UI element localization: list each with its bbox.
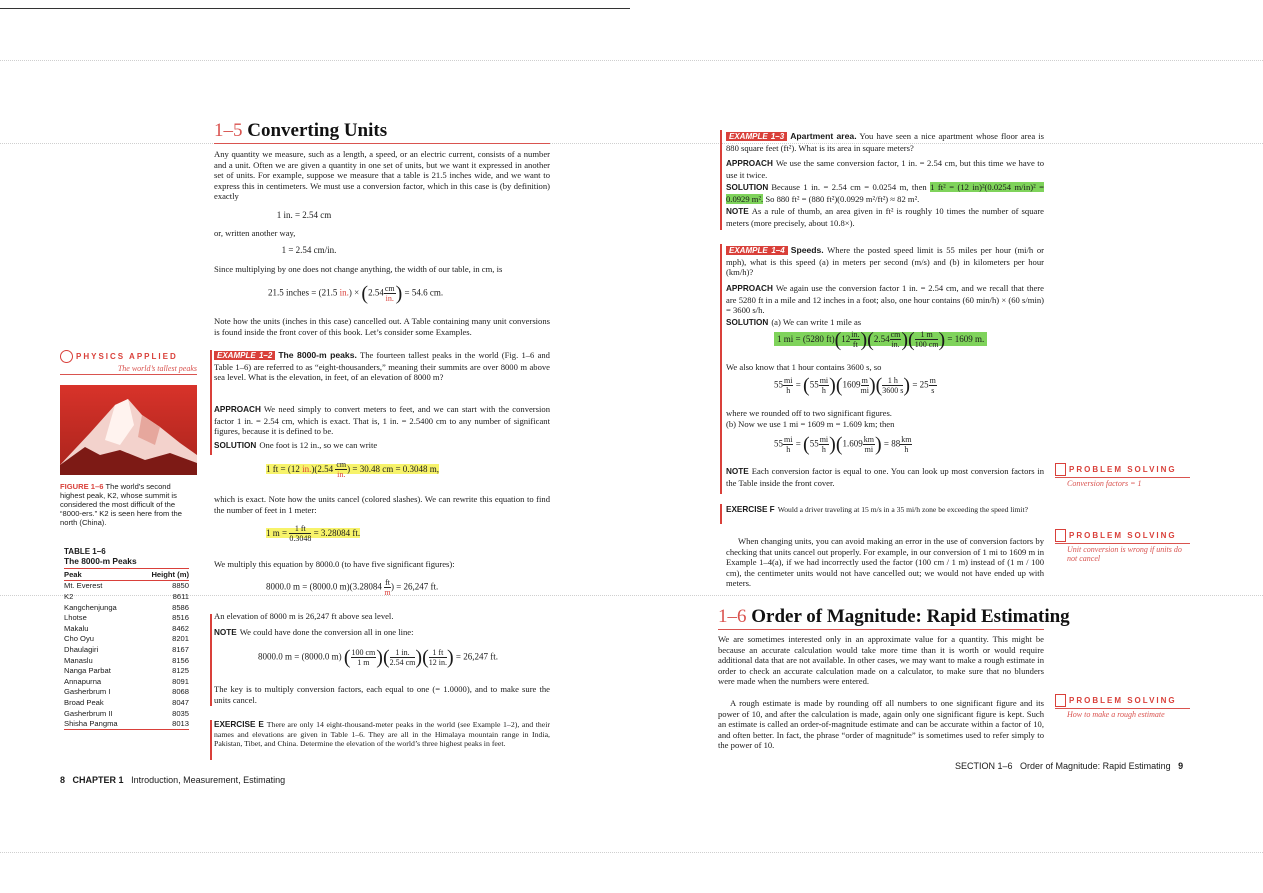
eqd-lhs: 8000.0 m = (8000.0 m) [258, 651, 342, 662]
estimate-paragraph-2: A rough estimate is made by rounding off all numbers to one significant figure and its power of 10, and after the calculation is made, again only one significant figure is kept. Such an estimate is called an order-of-magnitude estimate and can be accurate within a factor of 10, and often better. In fact, the phrase “order of magnitude” is sometimes used to refer simply to the power of 10. [718, 698, 1044, 751]
eqm-f2c: 2.54 [873, 333, 890, 344]
eqd-f3n: 1 ft [429, 648, 447, 658]
table-row [64, 665, 189, 676]
problem-solving-box-3 [1055, 694, 1190, 719]
eqb-lhs: 1 m = [266, 527, 288, 538]
eqs-f2c: 1609 [842, 379, 861, 390]
eqb-num: 1 ft [289, 524, 311, 534]
table-row [64, 697, 189, 708]
example-1-4 [726, 245, 1044, 278]
approach-text: We need simply to convert meters to feet, and we can start with the conversion factor 1 in. = 2.54 cm, which is exact. That is, 1 in. = 2.5400 cm to any number of significant figures, because it is defined to be. [214, 404, 550, 437]
eqm-lhs: 1 mi = (5280 ft) [777, 333, 835, 344]
eqs-f3n: 1 h [882, 376, 903, 386]
peak-name: Manaslu [64, 655, 93, 665]
peak-name: Annapurna [64, 676, 102, 686]
peak-height: 8516 [172, 613, 189, 623]
approach-label: APPROACH [726, 159, 773, 168]
table-row [64, 612, 189, 623]
table-label: TABLE 1–6 [64, 547, 106, 556]
peak-height: 8201 [172, 634, 189, 644]
problem-solving-box-2 [1055, 529, 1190, 563]
note-units-paragraph: Note how the units (inches in this case) cancelled out. A Table containing many unit conversions is found inside the front cover of this book. Let’s consider some Examples. [214, 316, 550, 337]
problem-solving-box-1 [1055, 463, 1190, 488]
eqm-f2d: in. [891, 340, 900, 349]
footer-chapter: CHAPTER 1 [72, 775, 124, 785]
equation-mps: 55 $\frac{mi}{h}$ = (55 $\frac{mi}{h}$ )(1609 $\frac{m}{mi}$ )( $\frac{1 h}{3600 s}$ ) = 25 $\frac{m}{s}$ [774, 374, 936, 397]
eqs-f2n: m [861, 376, 868, 385]
table-row [64, 591, 189, 602]
table-header-height: Height (m) [151, 569, 189, 579]
table-row [64, 718, 189, 729]
eqk-lhs-c: 55 [774, 438, 783, 449]
eqc-den: m [384, 588, 391, 597]
eqk-lhs-d: h [786, 445, 791, 454]
eqk-rhs-c: = 88 [883, 438, 901, 449]
peak-height: 8047 [172, 697, 189, 707]
exercise-text: Would a driver traveling at 15 m/s in a 35 mi/h zone be exceeding the speed limit? [777, 505, 1029, 514]
footer-title: Introduction, Measurement, Estimating [131, 775, 286, 785]
eqa-num: cm [336, 460, 347, 469]
note-label: NOTE [726, 467, 749, 476]
example-1-4-solution [726, 317, 1044, 329]
key-line: The key is to multiply conversion factors, each equal to one (= 1.0000), and to make sure the units cancel. [214, 684, 550, 705]
eqd-f3d: 12 in. [428, 658, 447, 667]
eqm-f1n: in. [851, 330, 860, 339]
table-row [64, 623, 189, 634]
eqs-f1d: h [821, 386, 826, 395]
problem-solving-icon [1055, 529, 1066, 542]
section-heading-1-6 [718, 606, 1070, 628]
eqa-in: in. [302, 463, 312, 474]
example-1-3-note [726, 206, 1044, 228]
peak-name: Lhotse [64, 613, 87, 623]
eqd-f1n: 100 cm [351, 648, 376, 657]
note-text: As a rule of thumb, an area given in ft² is roughly 10 times the number of square meters (more precisely, about 10.8×). [726, 206, 1044, 228]
table-title: The 8000-m Peaks [64, 556, 137, 566]
eqm-f1d: ft [852, 340, 858, 349]
eqk-lhs-n: mi [784, 435, 793, 444]
equation-one-line: 8000.0 m = (8000.0 m) ( $\frac{100 cm}{1 m}$ )( $\frac{1 in.}{2.54 cm}$ )( $\frac{1 ft}{12 in.}$ ) = 26,247 ft. [258, 646, 498, 669]
eqs-f2d: mi [860, 386, 869, 395]
eqs-lhs-n: mi [784, 376, 793, 385]
page-number: 8 [60, 775, 66, 785]
eqc-rhs: ) = 26,247 ft. [390, 581, 439, 592]
note-text: Each conversion factor is equal to one. You can look up most conversion factors in the Table inside the front cover. [726, 466, 1044, 488]
footer-title: Order of Magnitude: Rapid Estimating [1020, 761, 1171, 771]
peak-height: 8125 [172, 666, 189, 676]
peak-name: K2 [64, 591, 74, 601]
approach-text: We use the same conversion factor, 1 in. = 2.54 cm, but this time we have to use it twice. [726, 158, 1044, 180]
eqs-lhs-c: 55 [774, 379, 783, 390]
eq3-num: cm [384, 284, 395, 293]
eqb-rhs: = 3.28084 ft. [313, 527, 361, 538]
section-title: Converting Units [247, 120, 388, 141]
example-title: Apartment area. [790, 131, 857, 141]
multiply-line: We multiply this equation by 8000.0 (to have five significant figures): [214, 559, 455, 569]
example-1-2-solution [214, 440, 550, 452]
solution-highlight: 1 ft² = (12 in)²(0.0254 m/in)² = 0.0929 m². [726, 182, 1044, 204]
equation-kmh: 55 $\frac{mi}{h}$ = (55 $\frac{mi}{h}$ )(1.609 $\frac{km}{mi}$ ) = 88 $\frac{km}{h}$ [774, 433, 912, 456]
eqk-f2n: km [863, 435, 874, 444]
problem-solving-icon [1055, 694, 1066, 707]
since-line: Since multiplying by one does not change anything, the width of our table, in cm, is [214, 264, 503, 274]
note-label: NOTE [726, 207, 749, 216]
peak-name: Broad Peak [64, 697, 104, 707]
eq3-times: ) × [348, 287, 362, 298]
changing-units-paragraph: When changing units, you can avoid making an error in the use of conversion factors by checking that units cancel out properly. For example, in our conversion of 1 mi to 1609 m in Example 1–4(a), if we had incorrectly used the factor (100 cm / 1 m) instead of (1 m / 100 cm), the centimeter units would not have cancelled out; we would not have ended up with meters. [726, 536, 1044, 589]
table-row [64, 687, 189, 698]
physics-applied-icon [60, 350, 73, 363]
eqk-rhs-n: km [901, 435, 912, 444]
section-title: Order of Magnitude: Rapid Estimating [751, 606, 1070, 627]
physics-applied-title: PHYSICS APPLIED [76, 352, 178, 361]
exercise-label: EXERCISE F [726, 505, 775, 514]
solution-text-a: Because 1 in. = 2.54 cm = 0.0254 m, then [771, 182, 927, 192]
eqa-den: in. [337, 470, 346, 479]
example-tag: EXAMPLE 1–4 [726, 246, 788, 255]
equation-2: 1 = 2.54 cm/in. [281, 245, 337, 255]
hour-line: We also know that 1 hour contains 3600 s, so [726, 362, 882, 372]
eqa-mid: )(2.54 [311, 463, 336, 474]
problem-solving-icon [1055, 463, 1066, 476]
figure-caption-text: The world’s second highest peak, K2, whose summit is considered the most difficult of the “8000-ers.” K2 is seen here from the north (China). [60, 482, 182, 527]
or-line: or, written another way, [214, 228, 296, 238]
approach-label: APPROACH [726, 284, 773, 293]
example-1-4-approach [726, 283, 1044, 316]
example-1-2 [214, 350, 550, 383]
left-footer [60, 775, 285, 785]
example-1-3-approach [726, 158, 1044, 180]
example-tag: EXAMPLE 1–2 [214, 351, 275, 360]
example-1-4-note [726, 466, 1044, 488]
eq3-coef: 2.54 [368, 287, 384, 298]
table-row [64, 676, 189, 687]
physics-applied-subtitle: The world’s tallest peaks [117, 364, 197, 373]
eqk-f1c: 55 [809, 438, 819, 449]
example-1-3 [726, 131, 1044, 153]
intro-paragraph: Any quantity we measure, such as a length, a speed, or an electric current, consists of a number and a unit. Often we are given a quantity in one set of units, but we want it expressed in another set of units. For example, suppose we measure that a table is 21.5 inches wide, and we want to express this in centimeters. We must use a conversion factor, which in this case is (by definition) exactly [214, 149, 550, 202]
problem-solving-title: PROBLEM SOLVING [1069, 465, 1177, 474]
eq3-in: in. [339, 287, 349, 298]
eqc-lhs: 8000.0 m = (8000.0 m)(3.28084 [266, 581, 385, 592]
eqm-f2n: cm [890, 330, 901, 339]
approach-label: APPROACH [214, 405, 261, 414]
solution-label: SOLUTION [726, 183, 769, 192]
peak-name: Cho Oyu [64, 634, 94, 644]
section-heading-1-5 [214, 120, 387, 142]
peak-height: 8068 [172, 687, 189, 697]
equation-mile: 1 mi = (5280 ft)(12 $\frac{in.}{ft}$ )(2.54 $\frac{cm}{in.}$ )( $\frac{1 m}{100 cm}$ ) = 1609 m. [774, 330, 987, 349]
eqd-f2n: 1 in. [390, 648, 416, 658]
example-1-2-note [214, 627, 550, 639]
section-number: 1–6 [718, 606, 747, 627]
solution-label: SOLUTION [214, 441, 257, 450]
eq3-lhs: 21.5 inches = (21.5 [268, 287, 340, 298]
exact-line: which is exact. Note how the units cancel (colored slashes). We can rewrite this equation to find the number of feet in 1 meter: [214, 494, 550, 515]
table-header-peak: Peak [64, 569, 82, 579]
solution-text-b: So 880 ft² = (880 ft²)(0.0929 m²/ft²) ≈ 82 m². [765, 193, 920, 204]
peak-name: Gasherbrum I [64, 687, 111, 697]
eqk-f1n: mi [819, 435, 829, 444]
eqa-rhs: ) = 30.48 cm = 0.3048 m, [347, 463, 440, 474]
eqm-f3n: 1 m [915, 330, 939, 340]
peak-name: Gasherbrum II [64, 708, 113, 718]
section-number: 1–5 [214, 120, 243, 141]
exercise-f [726, 505, 1044, 514]
physics-applied-box [60, 350, 197, 373]
peak-name: Makalu [64, 623, 89, 633]
eqm-f3d: 100 cm [914, 340, 939, 349]
example-1-2-approach [214, 404, 550, 437]
figure-label: FIGURE 1–6 [60, 482, 104, 491]
eqk-f2c: 1.609 [842, 438, 863, 449]
peak-height: 8013 [172, 719, 189, 729]
peak-name: Shisha Pangma [64, 719, 118, 729]
exercise-label: EXERCISE E [214, 720, 264, 729]
eqk-rhs-d: h [904, 445, 909, 454]
example-tag: EXAMPLE 1–3 [726, 132, 787, 141]
exercise-e [214, 720, 550, 749]
eqs-rhs-n: m [929, 376, 936, 385]
eqd-f2d: 2.54 cm [389, 658, 416, 667]
eqm-rhs: = 1609 m. [947, 333, 985, 344]
eqs-f3d: 3600 s [882, 386, 904, 395]
equation-1: 1 in. = 2.54 cm [276, 210, 332, 220]
example-title: Speeds. [790, 245, 824, 255]
elevation-line: An elevation of 8000 m is 26,247 ft above sea level. [214, 611, 394, 621]
example-1-3-solution [726, 182, 1044, 204]
table-row [64, 602, 189, 613]
peak-height: 8167 [172, 644, 189, 654]
eqs-rhs-c: = 25 [912, 379, 929, 390]
eqd-rhs: = 26,247 ft. [455, 651, 498, 662]
peak-height: 8850 [172, 581, 189, 591]
peak-name: Kangchenjunga [64, 602, 117, 612]
problem-solving-subtitle: Unit conversion is wrong if units do not cancel [1067, 545, 1182, 563]
example-title: The 8000-m peaks. [278, 350, 357, 360]
table-row [64, 644, 189, 655]
eq3-den: in. [385, 294, 394, 303]
table-row [64, 634, 189, 645]
figure-caption [60, 482, 197, 527]
eqs-f1c: 55 [809, 379, 819, 390]
eqs-f1n: mi [819, 376, 829, 385]
eqk-f1d: h [821, 445, 826, 454]
note-label: NOTE [214, 628, 237, 637]
equation-8000 [266, 578, 438, 597]
peak-height: 8156 [172, 655, 189, 665]
peak-name: Mt. Everest [64, 581, 103, 591]
example-text: Where the posted speed limit is 55 miles per hour (mi/h or mph), what is this speed (a) in meters per second (m/s) and (b) in kilometers per hour (km/h)? [726, 245, 1045, 278]
problem-solving-title: PROBLEM SOLVING [1069, 696, 1177, 705]
eqs-lhs-d: h [786, 386, 791, 395]
k2-photo [60, 385, 197, 475]
solution-label: SOLUTION [726, 318, 769, 327]
peak-height: 8586 [172, 602, 189, 612]
example-text: You have seen a nice apartment whose floor area is 880 square feet (ft²). What is its area in square meters? [726, 131, 1044, 153]
peak-height: 8035 [172, 708, 189, 718]
rounded-line: where we rounded off to two significant figures. [726, 408, 892, 418]
eqk-f2d: mi [864, 445, 874, 454]
exercise-text: There are only 14 eight-thousand-meter peaks in the world (see Example 1–2), and their names and elevations are given in Table 1–6. They are all in the Himalaya mountain range in India, Pakistan, Tibet, and China. Determine the elevation of the world’s three highest peaks in feet. [214, 720, 550, 749]
peak-name: Dhaulagiri [64, 644, 99, 654]
footer-section: SECTION 1–6 [955, 761, 1013, 771]
eqm-f1c: 12 [841, 333, 851, 344]
eqb-den: 0.3048 [289, 534, 312, 543]
right-footer [955, 761, 1183, 771]
peak-height: 8462 [172, 623, 189, 633]
example-text: The fourteen tallest peaks in the world (Fig. 1–6 and Table 1–6) are referred to as “eight-thousanders,” meaning their summits are over 8000 m above sea level. What is the elevation, in feet, of an elevation of 8000 m? [214, 350, 550, 383]
estimate-paragraph-1: We are sometimes interested only in an approximate value for a quantity. This might be because an accurate calculation would take more time than it is worth or would require additional data that are not available. In other cases, we may want to make a rough estimate in order to check an accurate calculation made on a calculator, to make sure that no blunders were made when the numbers were entered. [718, 634, 1044, 687]
eqa-lhs: 1 ft = (12 [266, 463, 303, 474]
equation-3: 21.5 inches = (21.5 in.) × (2.54 $\frac{cm}{in.}$ ) = 54.6 cm. [268, 282, 444, 305]
solution-text: One foot is 12 in., so we can write [259, 440, 378, 450]
eqc-num: ft [385, 578, 390, 587]
k2-mountain-image [60, 385, 197, 475]
eqd-f1d: 1 m [357, 658, 370, 667]
approach-text: We again use the conversion factor 1 in. = 2.54 cm, and we recall that there are 5280 ft in a mile and 12 inches in a foot; also, one hour contains (60 min/h) × (60 s/min) = 3600 s/h. [726, 283, 1044, 316]
table-row [64, 708, 189, 719]
equation-foot [266, 460, 439, 479]
eqs-rhs-d: s [931, 386, 935, 395]
peaks-table [64, 569, 189, 730]
page-number: 9 [1178, 761, 1184, 771]
equation-meter [266, 524, 360, 543]
eq3-rhs: = 54.6 cm. [402, 287, 444, 298]
problem-solving-subtitle: How to make a rough estimate [1067, 710, 1165, 719]
table-1-6 [64, 547, 189, 730]
problem-solving-title: PROBLEM SOLVING [1069, 531, 1177, 540]
part-b-line: (b) Now we use 1 mi = 1609 m = 1.609 km; then [726, 419, 895, 429]
solution-text: (a) We can write 1 mile as [771, 317, 862, 327]
table-row [64, 580, 189, 591]
peak-height: 8611 [172, 591, 189, 601]
note-text: We could have done the conversion all in one line: [239, 627, 414, 637]
peak-name: Nanga Parbat [64, 666, 111, 676]
table-row [64, 655, 189, 666]
peak-height: 8091 [172, 676, 189, 686]
problem-solving-subtitle: Conversion factors = 1 [1067, 479, 1142, 488]
